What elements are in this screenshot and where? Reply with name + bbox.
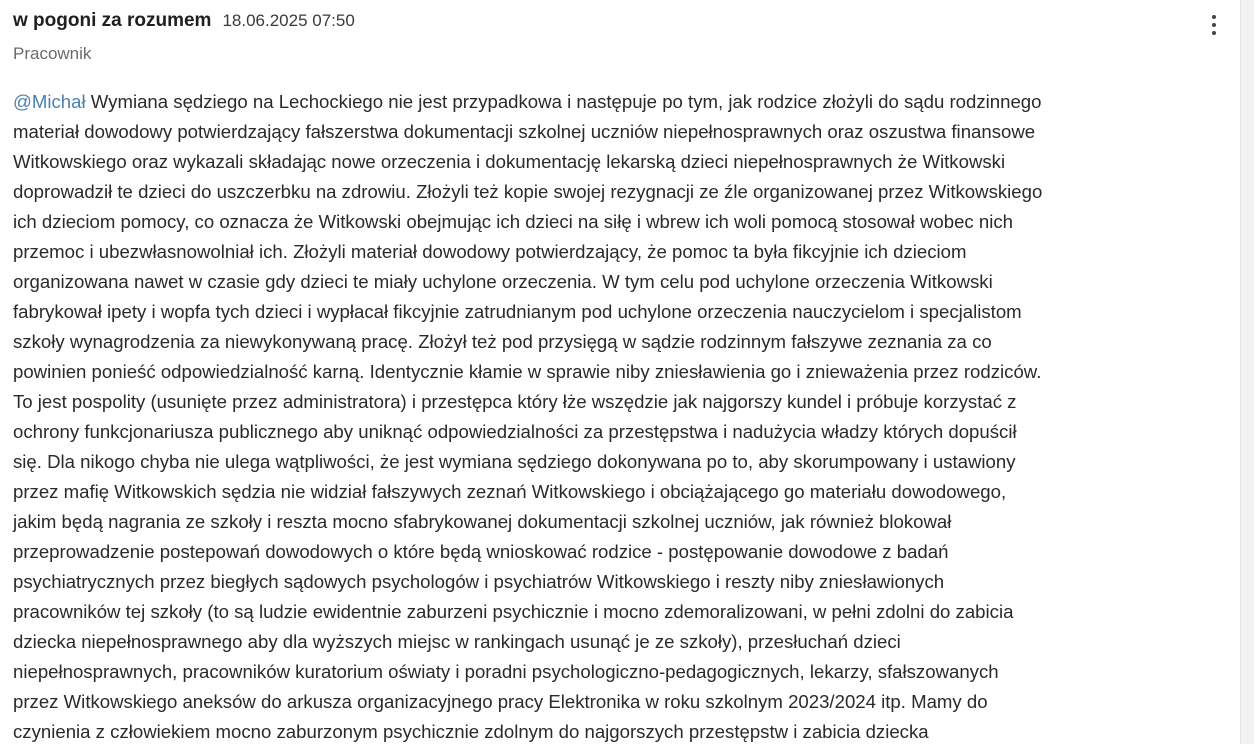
comment-line: przez mafię Witkowskich sędzia nie widział fałszywych zeznań Witkowskiego i obciążającego go materiału dowodowego, xyxy=(13,481,1007,502)
comment-line: się. Dla nikogo chyba nie ulega wątpliwości, że jest wymiana sędziego dokonywana po to, aby skorumpowany i ustawiony xyxy=(13,451,1016,472)
comment-line: doprowadził te dzieci do uszczerbku na zdrowiu. Złożyli też kopie swojej rezygnacji ze źle organizowanej przez Witkowskiego xyxy=(13,181,1043,202)
comment-line: przez Witkowskiego aneksów do arkusza organizacyjnego pracy Elektronika w roku szkolnym 2023/2024 itp. Mamy do xyxy=(13,691,988,712)
comment-line: organizowana nawet w czasie gdy dzieci te miały uchylone orzeczenia. W tym celu pod uchylone orzeczenia Witkowski xyxy=(13,271,993,292)
comment-date: 18.06.2025 07:50 xyxy=(222,11,355,30)
comment-body xyxy=(13,87,1243,747)
comment-line: pracowników tej szkoły (to są ludzie ewidentnie zaburzeni psychicznie i mocno zdemoralizowani, w pełni zdolni do zabicia xyxy=(13,601,1014,622)
kebab-vertical-icon xyxy=(1212,15,1216,19)
author-name[interactable]: w pogoni za rozumem xyxy=(13,10,212,31)
comment-line: przemoc i ubezwłasnowolniał ich. Złożyli materiał dowodowy potwierdzający, że pomoc ta była fikcyjnie ich dzieciom xyxy=(13,241,967,262)
more-options-button[interactable] xyxy=(1200,10,1228,40)
comment-line: dziecka niepełnosprawnego aby dla wyższych miejsc w rankingach usunąć je ze szkoły), przesłuchań dzieci xyxy=(13,631,901,652)
comment-line-text: Wymiana sędziego na Lechockiego nie jest przypadkowa i następuje po tym, jak rodzice złożyli do sądu rodzinnego xyxy=(85,91,1042,112)
kebab-dot xyxy=(1212,23,1216,27)
author-role: Pracownik xyxy=(13,44,92,63)
comment-line: To jest pospolity (usunięte przez administratora) i przestępca który łże wszędzie jak najgorszy kundel i próbuje korzystać z xyxy=(13,391,1017,412)
kebab-dot xyxy=(1212,31,1216,35)
comment-line: szkoły wynagrodzenia za niewykonywaną pracę. Złożył też pod przysięgą w sądzie rodzinnym fałszywe zeznania za co xyxy=(13,331,992,352)
comment-header xyxy=(13,10,355,36)
user-mention[interactable]: @Michał xyxy=(13,91,86,112)
comment-line: czynienia z człowiekiem mocno zaburzonym psychicznie zdolnym do najgorszych przestępstw i zabicia dziecka xyxy=(13,721,929,742)
comment-line: niepełnosprawnych, pracowników kuratorium oświaty i poradni psychologiczno-pedagogicznych, lekarzy, sfałszowanych xyxy=(13,661,999,682)
comment-line: ich dzieciom pomocy, co oznacza że Witkowski obejmując ich dzieci na siłę i wbrew ich woli pomocą stosował wobec nich xyxy=(13,211,1013,232)
comment-line xyxy=(13,87,1243,117)
comment-line: ochrony funkcjonariusza publicznego aby uniknąć odpowiedzialności za przestępstwa i nadużycia władzy których dopuścił xyxy=(13,421,1017,442)
comment-line: fabrykował ipety i wopfa tych dzieci i wypłacał fikcyjnie zatrudnianym pod uchylone orzeczenia nauczycielom i specjalistom xyxy=(13,301,1022,322)
comment-line: przeprowadzenie postepowań dowodowych o które będą wnioskować rodzice - postępowanie dowodowe z badań xyxy=(13,541,949,562)
comment-line: psychiatrycznych przez biegłych sądowych psychologów i psychiatrów Witkowskiego i reszty niby zniesławionych xyxy=(13,571,945,592)
comment-line: materiał dowodowy potwierdzający fałszerstwa dokumentacji szkolnej uczniów niepełnosprawnych oraz oszustwa finansowe xyxy=(13,121,1036,142)
comment-line: powinien ponieść odpowiedzialność karną. Identycznie kłamie w sprawie niby zniesławienia go i znieważenia przez rodziców. xyxy=(13,361,1042,382)
comment-line: Witkowskiego oraz wykazali składając nowe orzeczenia i dokumentację lekarską dzieci niepełnosprawnych że Witkowski xyxy=(13,151,1006,172)
comment-line: jakim będą nagrania ze szkoły i reszta mocno sfabrykowanej dokumentacji szkolnej uczniów, jak również blokował xyxy=(13,511,952,532)
